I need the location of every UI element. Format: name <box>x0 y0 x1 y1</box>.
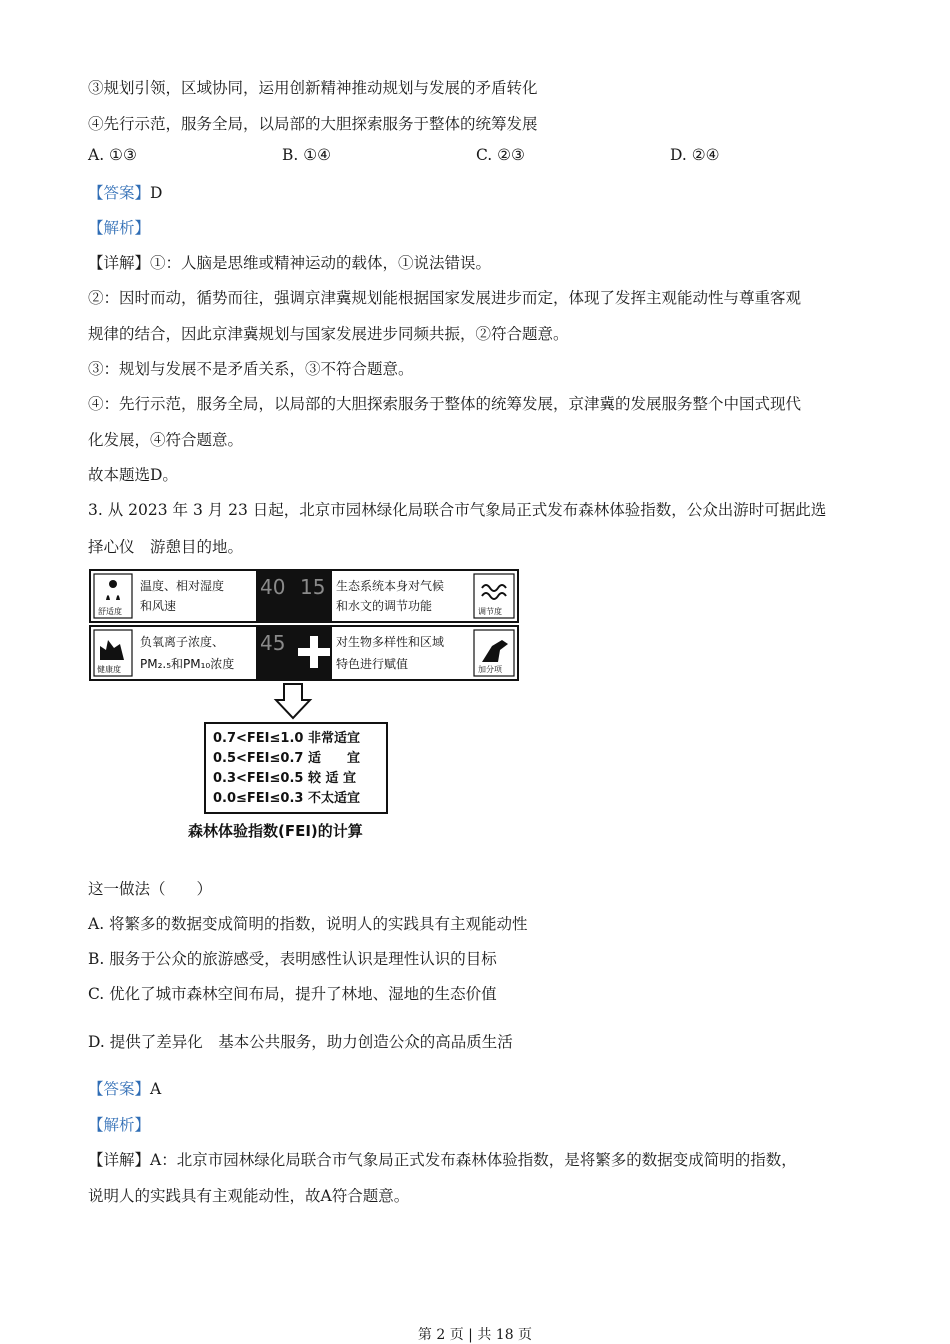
option-c: C. 优化了城市森林空间布局，提升了林地、湿地的生态价值 <box>88 985 497 1003</box>
answer-label-2: 【答案】 <box>88 1080 151 1098</box>
bonus-text-1: 对生物多样性和区域 <box>336 635 445 649</box>
choice-a: A. ①③ <box>88 146 137 164</box>
detail-3: ③：规划与发展不是矛盾关系，③不符合题意。 <box>88 360 414 378</box>
question-3-line-1: 3. 从 2023 年 3 月 23 日起，北京市园林绿化局联合市气象局正式发布森林体验指数，公众出游时可据此选 <box>88 501 827 519</box>
answer-value-2: A <box>150 1080 162 1098</box>
scale-row: 0.3<FEI≤0.5 较 适 宜 <box>213 771 357 786</box>
regulation-text-1: 生态系统本身对气候 <box>336 579 445 593</box>
choice-b: B. ①④ <box>282 146 332 164</box>
detail-5b: 说明人的实践具有主观能动性，故A符合题意。 <box>88 1187 410 1205</box>
scale-row: 0.7<FEI≤1.0 非常适宜 <box>213 731 360 746</box>
scale-row: 0.5<FEI≤0.7 适 宜 <box>213 751 360 766</box>
fei-scale-box <box>205 723 387 813</box>
health-label: 健康度 <box>97 665 121 674</box>
option-3-text: ③规划引领，区域协同，运用创新精神推动规划与发展的矛盾转化 <box>88 79 538 97</box>
box-health <box>90 626 299 680</box>
comfort-text-1: 温度、相对湿度 <box>140 579 225 593</box>
health-text-2: PM₂.₅和PM₁₀浓度 <box>140 657 235 671</box>
detail-4b: 化发展，④符合题意。 <box>88 431 244 449</box>
comfort-weight: 40 <box>260 575 286 599</box>
box-regulation <box>296 570 518 622</box>
health-text-1: 负氧离子浓度、 <box>140 635 225 649</box>
scale-row: 0.0≤FEI≤0.3 不太适宜 <box>213 791 360 806</box>
comfort-text-2: 和风速 <box>140 599 177 613</box>
detail-1: 【详解】①：人脑是思维或精神运动的载体，①说法错误。 <box>88 254 492 272</box>
option-a: A. 将繁多的数据变成简明的指数，说明人的实践具有主观能动性 <box>88 915 528 933</box>
choice-d: D. ②④ <box>670 146 720 164</box>
conclusion: 故本题选D。 <box>88 466 178 484</box>
answer-value: D <box>150 184 163 202</box>
answer-line-2 <box>88 1077 161 1099</box>
comfort-label: 舒适度 <box>98 607 122 616</box>
detail-2a: ②：因时而动，循势而往，强调京津冀规划能根据国家发展进步而定，体现了发挥主观能动性与尊重客观 <box>88 289 802 307</box>
down-arrow <box>276 684 310 718</box>
detail-4a: ④：先行示范，服务全局，以局部的大胆探索服务于整体的统筹发展，京津冀的发展服务整个中国式现代 <box>88 395 802 413</box>
fei-figure <box>88 566 520 848</box>
regulation-label: 调节度 <box>478 607 502 616</box>
analysis-label-2: 【解析】 <box>88 1116 151 1134</box>
question-3-stem: 这一做法（ ） <box>88 880 213 898</box>
option-4-text: ④先行示范，服务全局，以局部的大胆探索服务于整体的统筹发展 <box>88 115 538 133</box>
option-b: B. 服务于公众的旅游感受，表明感性认识是理性认识的目标 <box>88 950 497 968</box>
regulation-text-2: 和水文的调节功能 <box>336 599 433 613</box>
answer-line-1 <box>88 181 162 203</box>
detail-2b: 规律的结合，因此京津冀规划与国家发展进步同频共振，②符合题意。 <box>88 325 569 343</box>
health-weight: 45 <box>260 631 286 655</box>
bonus-text-2: 特色进行赋值 <box>336 657 409 671</box>
choice-c: C. ②③ <box>476 146 525 164</box>
box-comfort <box>90 570 299 622</box>
regulation-weight: 15 <box>300 575 326 599</box>
page-footer: 第 2 页 | 共 18 页 <box>417 1327 533 1343</box>
bonus-label: 加分项 <box>478 665 502 674</box>
box-bonus <box>296 626 518 680</box>
analysis-label: 【解析】 <box>88 219 151 237</box>
answer-label: 【答案】 <box>88 184 151 202</box>
detail-5a: 【详解】A：北京市园林绿化局联合市气象局正式发布森林体验指数，是将繁多的数据变成简明的指数， <box>88 1151 797 1169</box>
question-3-line-2: 择心仪 游憩目的地。 <box>88 538 244 556</box>
figure-caption: 森林体验指数(FEI)的计算 <box>188 822 363 840</box>
option-d: D. 提供了差异化 基本公共服务，助力创造公众的高品质生活 <box>88 1033 513 1051</box>
